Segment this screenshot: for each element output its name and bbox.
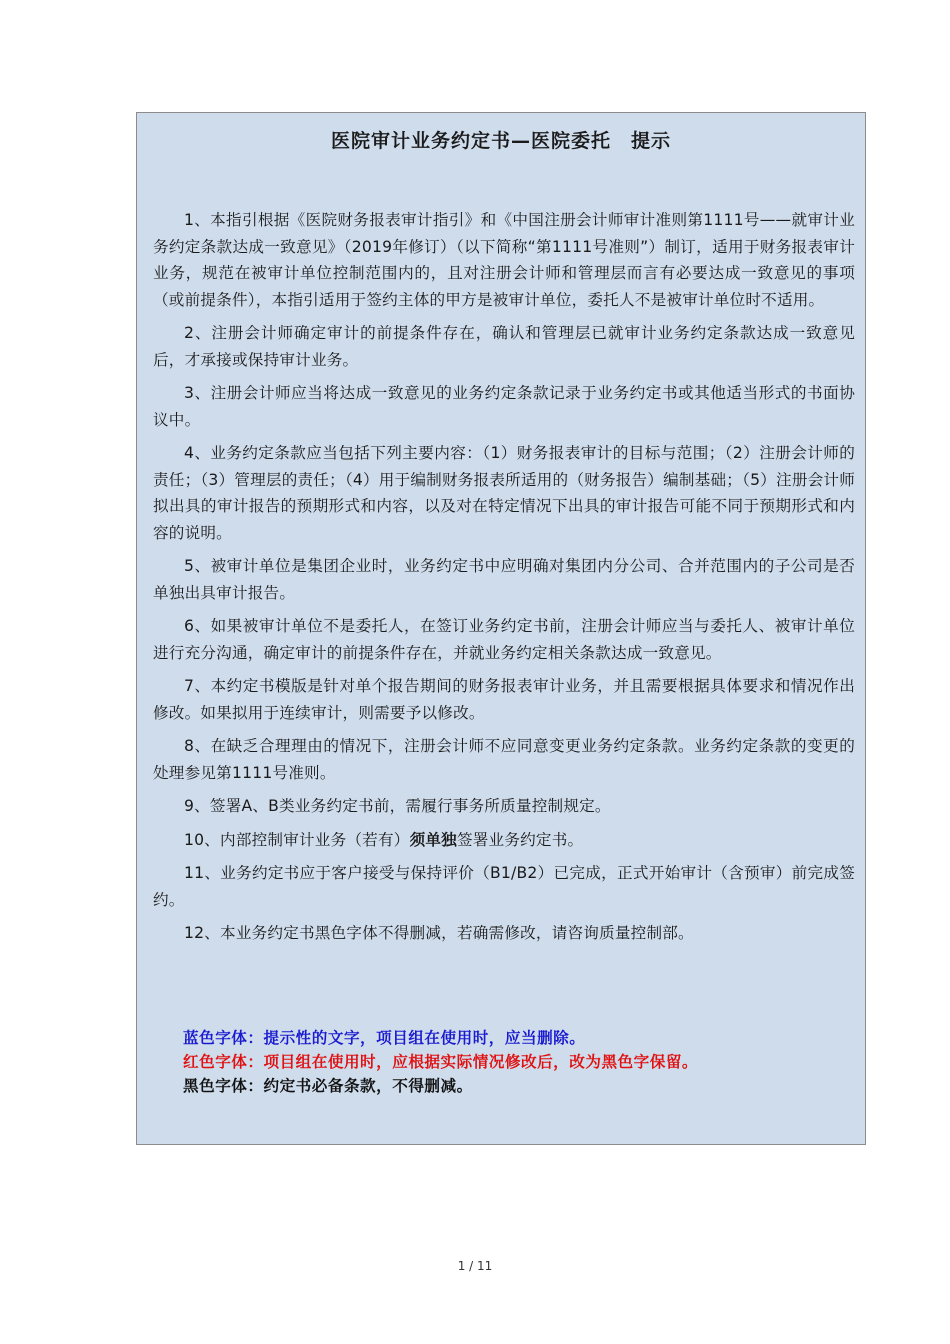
paragraph-5: 5、被审计单位是集团企业时，业务约定书中应明确对集团内分公司、合并范围内的子公司是否单独出具审计报告。 [153, 557, 855, 602]
color-legend [183, 1026, 698, 1098]
paragraph-10 [153, 827, 855, 854]
legend-black: 黑色字体：约定书必备条款，不得删减。 [183, 1077, 473, 1095]
page-number: 1 / 11 [457, 1259, 493, 1273]
notice-box [136, 112, 866, 1145]
paragraph-10-post: 签署业务约定书。 [456, 830, 584, 849]
legend-red: 红色字体：项目组在使用时，应根据实际情况修改后，改为黑色字保留。 [183, 1053, 699, 1071]
paragraph-3: 3、注册会计师应当将达成一致意见的业务约定条款记录于业务约定书或其他适当形式的书面协议中。 [153, 384, 855, 429]
legend-blue: 蓝色字体：提示性的文字，项目组在使用时，应当删除。 [183, 1029, 586, 1047]
notice-body [153, 207, 855, 954]
paragraph-8: 8、在缺乏合理理由的情况下，注册会计师不应同意变更业务约定条款。业务约定条款的变更的处理参见第1111号准则。 [153, 737, 855, 782]
paragraph-10-bold: 须单独 [409, 830, 457, 849]
paragraph-10-pre: 10、内部控制审计业务（若有） [184, 830, 410, 849]
document-title: 医院审计业务约定书—医院委托 提示 [330, 130, 671, 152]
paragraph-4: 4、业务约定条款应当包括下列主要内容：（1）财务报表审计的目标与范围；（2）注册会计师的责任；（3）管理层的责任；（4）用于编制财务报表所适用的（财务报告）编制基础；（5）注册会计师拟出具的审计报告的预期形式和内容，以及对在特定情况下出具的审计报告可能不同于预期形式和内容的说明。 [153, 444, 855, 542]
paragraph-1: 1、本指引根据《医院财务报表审计指引》和《中国注册会计师审计准则第1111号——就审计业务约定条款达成一致意见》（2019年修订）（以下简称“第1111号准则”）制订，适用于财务报表审计业务，规范在被审计单位控制范围内的，且对注册会计师和管理层而言有必要达成一致意见的事项（或前提条件），本指引适用于签约主体的甲方是被审计单位，委托人不是被审计单位时不适用。 [153, 211, 855, 309]
paragraph-6: 6、如果被审计单位不是委托人，在签订业务约定书前，注册会计师应当与委托人、被审计单位进行充分沟通，确定审计的前提条件存在，并就业务约定相关条款达成一致意见。 [153, 617, 855, 662]
paragraph-11: 11、业务约定书应于客户接受与保持评价（B1/B2）已完成，正式开始审计（含预审）前完成签约。 [153, 864, 855, 909]
paragraph-9: 9、签署A、B类业务约定书前，需履行事务所质量控制规定。 [184, 797, 611, 815]
paragraph-2: 2、注册会计师确定审计的前提条件存在，确认和管理层已就审计业务约定条款达成一致意见后，才承接或保持审计业务。 [153, 324, 855, 369]
paragraph-7: 7、本约定书模版是针对单个报告期间的财务报表审计业务，并且需要根据具体要求和情况作出修改。如果拟用于连续审计，则需要予以修改。 [153, 677, 855, 722]
paragraph-12: 12、本业务约定书黑色字体不得删减，若确需修改，请咨询质量控制部。 [184, 924, 694, 942]
